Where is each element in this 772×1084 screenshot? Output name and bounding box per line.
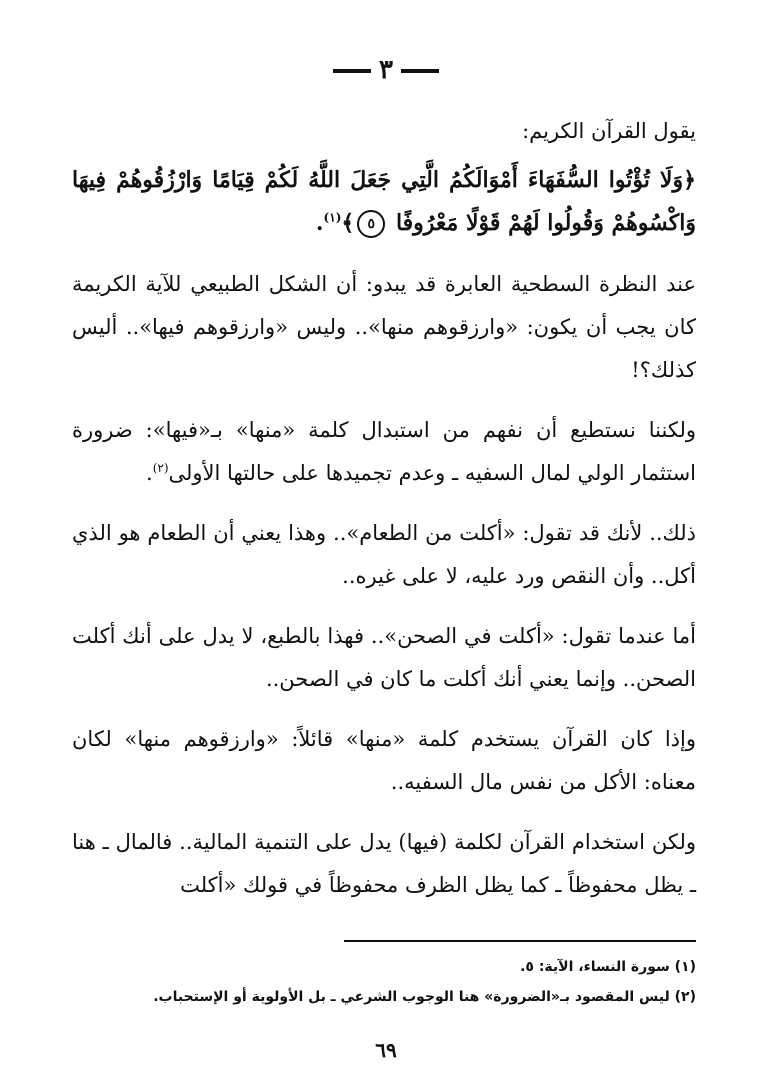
verse-end: . <box>315 210 324 236</box>
footnote-2: (٢) ليس المقصود بـ«الضرورة» هنا الوجوب الشرعي ـ بل الأولوية أو الإستحباب. <box>153 989 696 1005</box>
quran-verse <box>72 159 696 245</box>
chapter-number: ٣ <box>379 55 393 85</box>
paragraph-1: عند النظرة السطحية العابرة قد يبدو: أن الشكل الطبيعي للآية الكريمة كان يجب أن يكون: «وارزقوهم منها».. وليس «وارزقوهم فيها».. أليس كذلك؟! <box>72 272 696 382</box>
verse-open-bracket: ﴿ <box>683 167 696 193</box>
paragraph-2 <box>72 409 696 495</box>
footnote-1: (١) سورة النساء، الآية: ٥. <box>520 959 696 975</box>
page-number: ٦٩ <box>375 1038 397 1062</box>
chapter-header <box>0 52 772 88</box>
ayah-number-marker: ٥ <box>357 210 385 238</box>
header-dash-left <box>333 69 371 73</box>
footnote-divider <box>344 940 696 942</box>
paragraph-5: وإذا كان القرآن يستخدم كلمة «منها» قائلاً: «وارزقوهم منها» لكان معناه: الأكل من نفس مال السفيه.. <box>72 727 696 794</box>
intro-line: يقول القرآن الكريم: <box>522 119 696 143</box>
paragraph-3: ذلك.. لأنك قد تقول: «أكلت من الطعام».. وهذا يعني أن الطعام هو الذي أكل.. وأن النقص ورد عليه، لا على غيره.. <box>72 521 696 588</box>
footnotes <box>72 952 696 1012</box>
main-text <box>72 110 696 907</box>
paragraph-4: أما عندما تقول: «أكلت في الصحن».. فهذا بالطبع، لا يدل على أنك أكلت الصحن.. وإنما يعني أنك أكلت ما كان في الصحن.. <box>72 624 696 691</box>
paragraph-2-text: ولكننا نستطيع أن نفهم من استبدال كلمة «منها» بـ«فيها»: ضرورة استثمار الولي لمال السفيه ـ وعدم تجميدها على حالتها الأولى <box>72 418 696 485</box>
footnote-ref-2: (٢) <box>152 461 169 475</box>
header-dash-right <box>401 69 439 73</box>
paragraph-6: ولكن استخدام القرآن لكلمة (فيها) يدل على التنمية المالية.. فالمال ـ هنا ـ يظل محفوظاً ـ كما يظل الظرف محفوظاً في قولك «أكلت <box>72 830 696 897</box>
footnote-ref-1: (١) <box>323 210 342 225</box>
paragraph-2-end: . <box>146 461 153 485</box>
verse-close-bracket: ﴾ <box>341 210 355 236</box>
verse-text: وَلَا تُؤْتُوا السُّفَهَاءَ أَمْوَالَكُمُ الَّتِي جَعَلَ اللَّهُ لَكُمْ قِيَامًا وَارْزُقُوهُمْ فِيهَا وَاكْسُوهُمْ وَقُولُوا لَهُمْ قَوْلًا مَعْرُوفًا <box>72 167 696 236</box>
